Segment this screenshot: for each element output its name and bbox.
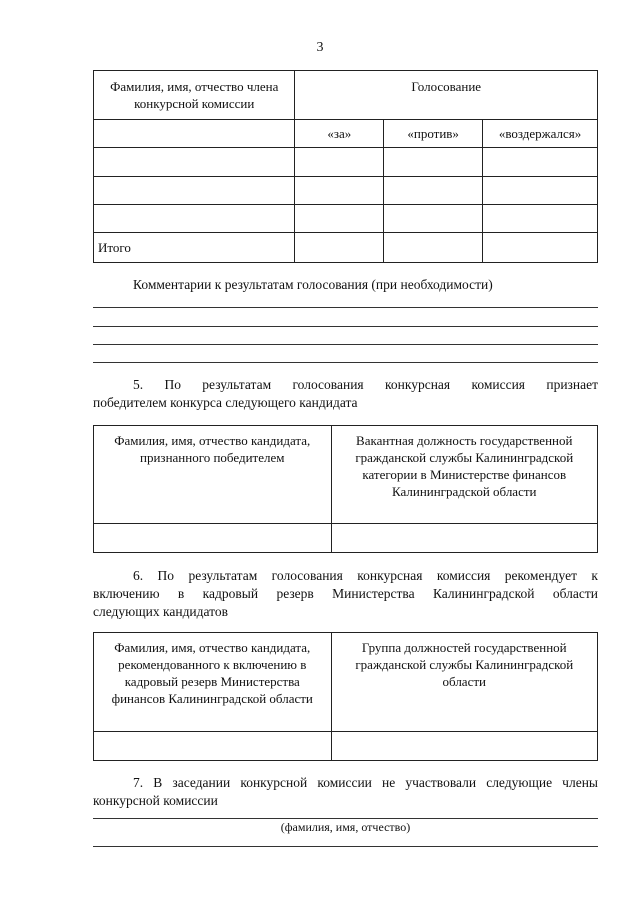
table-row	[94, 177, 598, 205]
signature-caption: (фамилия, имя, отчество)	[280, 820, 411, 834]
total-label: Итого	[94, 233, 295, 263]
table-row	[94, 633, 598, 732]
section6-line1: 6. По результатам голосования конкурсная комиссия рекомендует к	[133, 568, 598, 583]
reserve-table	[93, 632, 598, 761]
section6-line2: включению в кадровый резерв Министерства Калининградской области	[93, 586, 598, 601]
signature-line	[93, 846, 598, 847]
table-row	[94, 426, 598, 524]
reserve-col2: Группа должностей государственной гражданской службы Калининградской области	[331, 633, 597, 732]
reserve-col1: Фамилия, имя, отчество кандидата, рекомендованного к включению в кадровый резерв Министерства финансов Калининградской области	[94, 633, 332, 732]
section5-line1: 5. По результатам голосования конкурсная комиссия признает	[133, 377, 598, 392]
table-row	[94, 71, 598, 120]
col-for: «за»	[295, 120, 384, 148]
col-abstain: «воздержался»	[483, 120, 598, 148]
table-row	[94, 120, 598, 148]
signature-line	[93, 818, 598, 819]
table-row	[94, 148, 598, 177]
winner-col2: Вакантная должность государственной гражданской службы Калининградской категории в Министерстве финансов Калининградской области	[331, 426, 598, 524]
comment-line	[93, 307, 598, 308]
table-row	[94, 205, 598, 233]
col-against: «против»	[384, 120, 483, 148]
header-member: Фамилия, имя, отчество члена конкурсной комиссии	[94, 71, 295, 120]
table-row	[94, 233, 598, 263]
voting-table	[93, 70, 598, 263]
section7-line1: 7. В заседании конкурсной комиссии не участвовали следующие члены	[133, 775, 598, 790]
comment-line	[93, 362, 598, 363]
comments-label: Комментарии к результатам голосования (при необходимости)	[133, 277, 493, 292]
header-voting: Голосование	[295, 71, 598, 120]
winner-table	[93, 425, 598, 553]
table-row	[94, 732, 598, 761]
section7-line2: конкурсной комиссии	[93, 793, 218, 808]
section6-line3: следующих кандидатов	[93, 604, 229, 619]
page-number: 3	[316, 40, 324, 55]
winner-col1: Фамилия, имя, отчество кандидата, признанного победителем	[94, 426, 332, 524]
section5-line2: победителем конкурса следующего кандидата	[93, 395, 358, 410]
table-cell	[94, 120, 295, 148]
table-row	[94, 524, 598, 553]
comment-line	[93, 326, 598, 327]
comment-line	[93, 344, 598, 345]
